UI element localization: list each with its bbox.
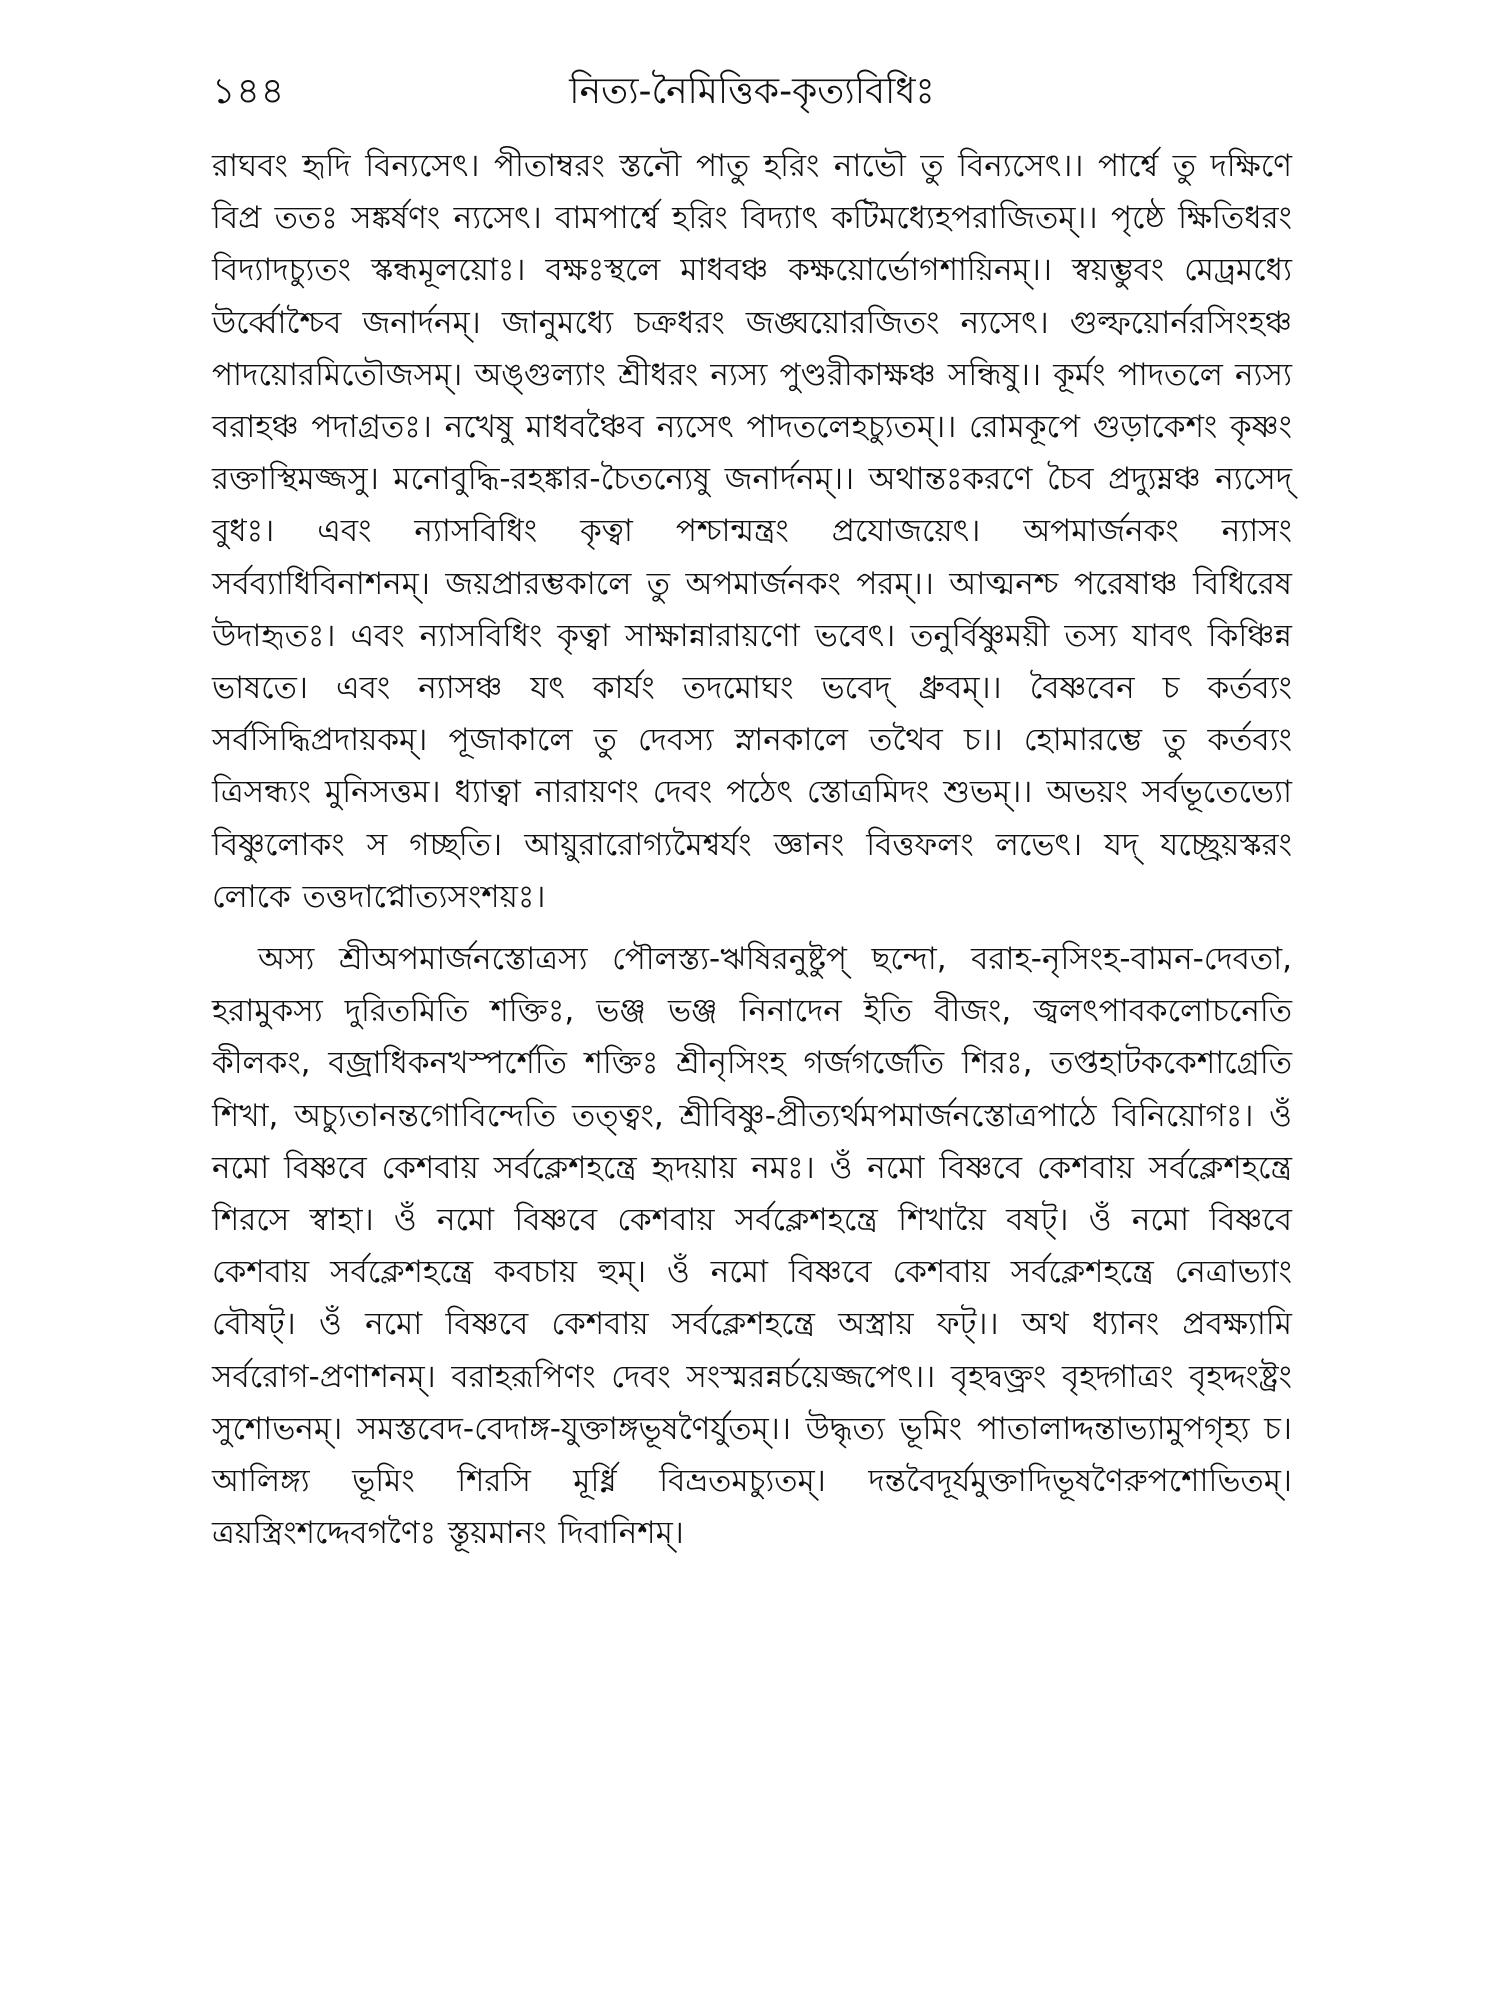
page-number: ১৪৪ bbox=[212, 71, 286, 112]
page-header bbox=[212, 62, 1292, 122]
paragraph-1: রাঘবং হৃদি বিন্যসেৎ। পীতাম্বরং স্তনৌ পাতু হরিং নাভৌ তু বিন্যসেৎ।। পার্শ্বে তু দক্ষিণে বিপ্র ততঃ সঙ্কর্ষণং ন্যসেৎ। বামপার্শ্বে হরিং বিদ্যাৎ কটিমধ্যেহপরাজিতম্।। পৃষ্ঠে ক্ষিতিধরং বিদ্যাদচ্যুতং স্কন্ধমূলয়োঃ। বক্ষঃস্থলে মাধবঞ্চ কক্ষয়োর্ভোগশায়িনম্।। স্বয়ম্ভুবং মেঢ্রমধ্যে উর্ব্বোশ্চৈব জনার্দনম্। জানুমধ্যে চক্রধরং জঙ্ঘয়োরজিতং ন্যসেৎ। গুল্ফয়োর্নরসিংহঞ্চ পাদয়োরমিতৌজসম্। অঙ্গুল্যাং শ্রীধরং ন্যস্য পুণ্ডরীকাক্ষঞ্চ সন্ধিষু।। কূর্মং পাদতলে ন্যস্য বরাহঞ্চ পদাগ্রতঃ। নখেষু মাধবঞ্চৈব ন্যসেৎ পাদতলেহচ্যুতম্।। রোমকূপে গুড়াকেশং কৃষ্ণং রক্তাস্থিমজ্জসু। মনোবুদ্ধি-রহঙ্কার-চৈতন্যেষু জনার্দনম্।। অথান্তঃকরণে চৈব প্রদ্যুম্নঞ্চ ন্যসেদ্ বুধঃ। এবং ন্যাসবিধিং কৃত্বা পশ্চান্মন্ত্রং প্রযোজয়েৎ। অপমার্জনকং ন্যাসং সর্বব্যাধিবিনাশনম্। জয়প্রারম্ভকালে তু অপমার্জনকং পরম্।। আত্মনশ্চ পরেষাঞ্চ বিধিরেষ উদাহৃতঃ। এবং ন্যাসবিধিং কৃত্বা সাক্ষান্নারায়ণো ভবেৎ। তনুর্বিষ্ণুময়ী তস্য যাবৎ কিঞ্চিন্ন ভাষতে। এবং ন্যাসঞ্চ যৎ কার্যং তদমোঘং ভবেদ্ ধ্রুবম্।। বৈষ্ণবেন চ কর্তব্যং সর্বসিদ্ধিপ্রদায়কম্। পূজাকালে তু দেবস্য স্নানকালে তথৈব চ।। হোমারম্ভে তু কর্তব্যং ত্রিসন্ধ্যং মুনিসত্তম। ধ্যাত্বা নারায়ণং দেবং পঠেৎ স্তোত্রমিদং শুভম্।। অভয়ং সর্বভূতেভ্যো বিষ্ণুলোকং স গচ্ছতি। আয়ুরারোগ্যমৈশ্বর্যং জ্ঞানং বিত্তফলং লভেৎ। যদ্ যচ্ছ্রেয়স্করং লোকে তত্তদাপ্নোত্যসংশয়ঃ। bbox=[212, 148, 1292, 915]
body-text bbox=[212, 140, 1292, 1559]
running-title: নিত্য-নৈমিত্তিক-কৃত্যবিধিঃ bbox=[569, 71, 935, 112]
paragraph-2: অস্য শ্রীঅপমার্জনস্তোত্রস্য পৌলস্ত্য-ঋষিরনুষ্টুপ্ ছন্দো, বরাহ-নৃসিংহ-বামন-দেবতা, হরামুকস্য দুরিতমিতি শক্তিঃ, ভঞ্জ ভঞ্জ নিনাদেন ইতি বীজং, জ্বলৎপাবকলোচনেতি কীলকং, বজ্রাধিকনখস্পর্শেতি শক্তিঃ শ্রীনৃসিংহ গর্জগর্জেতি শিরঃ, তপ্তহাটককেশাগ্রেতি শিখা, অচ্যুতানন্তগোবিন্দেতি তত্ত্বং, শ্রীবিষ্ণু-প্রীত্যর্থমপমার্জনস্তোত্রপাঠে বিনিয়োগঃ। ওঁ নমো বিষ্ণবে কেশবায় সর্বক্লেশহন্ত্রে হৃদয়ায় নমঃ। ওঁ নমো বিষ্ণবে কেশবায় সর্বক্লেশহন্ত্রে শিরসে স্বাহা। ওঁ নমো বিষ্ণবে কেশবায় সর্বক্লেশহন্ত্রে শিখায়ৈ বষট্। ওঁ নমো বিষ্ণবে কেশবায় সর্বক্লেশহন্ত্রে কবচায় হুম্। ওঁ নমো বিষ্ণবে কেশবায় সর্বক্লেশহন্ত্রে নেত্রাভ্যাং বৌষট্। ওঁ নমো বিষ্ণবে কেশবায় সর্বক্লেশহন্ত্রে অস্ত্রায় ফট্।। অথ ধ্যানং প্রবক্ষ্যামি সর্বরোগ-প্রণাশনম্। বরাহরূপিণং দেবং সংস্মরন্নর্চয়েজ্জপেৎ।। বৃহদ্বক্ত্রং বৃহদ্গাত্রং বৃহদ্দংষ্ট্রং সুশোভনম্। সমস্তবেদ-বেদাঙ্গ-যুক্তাঙ্গভূষণৈর্যুতম্।। উদ্ধৃত্য ভূমিং পাতালাদ্দন্তাভ্যামুপগৃহ্য চ। আলিঙ্গ্য ভূমিং শিরসি মূর্ধ্নি বিভ্রতমচ্যুতম্। দন্তবৈদূর্যমুক্তাদিভূষণৈরুপশোভিতম্। ত্রয়স্ত্রিংশদ্দেবগণৈঃ স্তূয়মানং দিবানিশম্। bbox=[212, 941, 1292, 1552]
